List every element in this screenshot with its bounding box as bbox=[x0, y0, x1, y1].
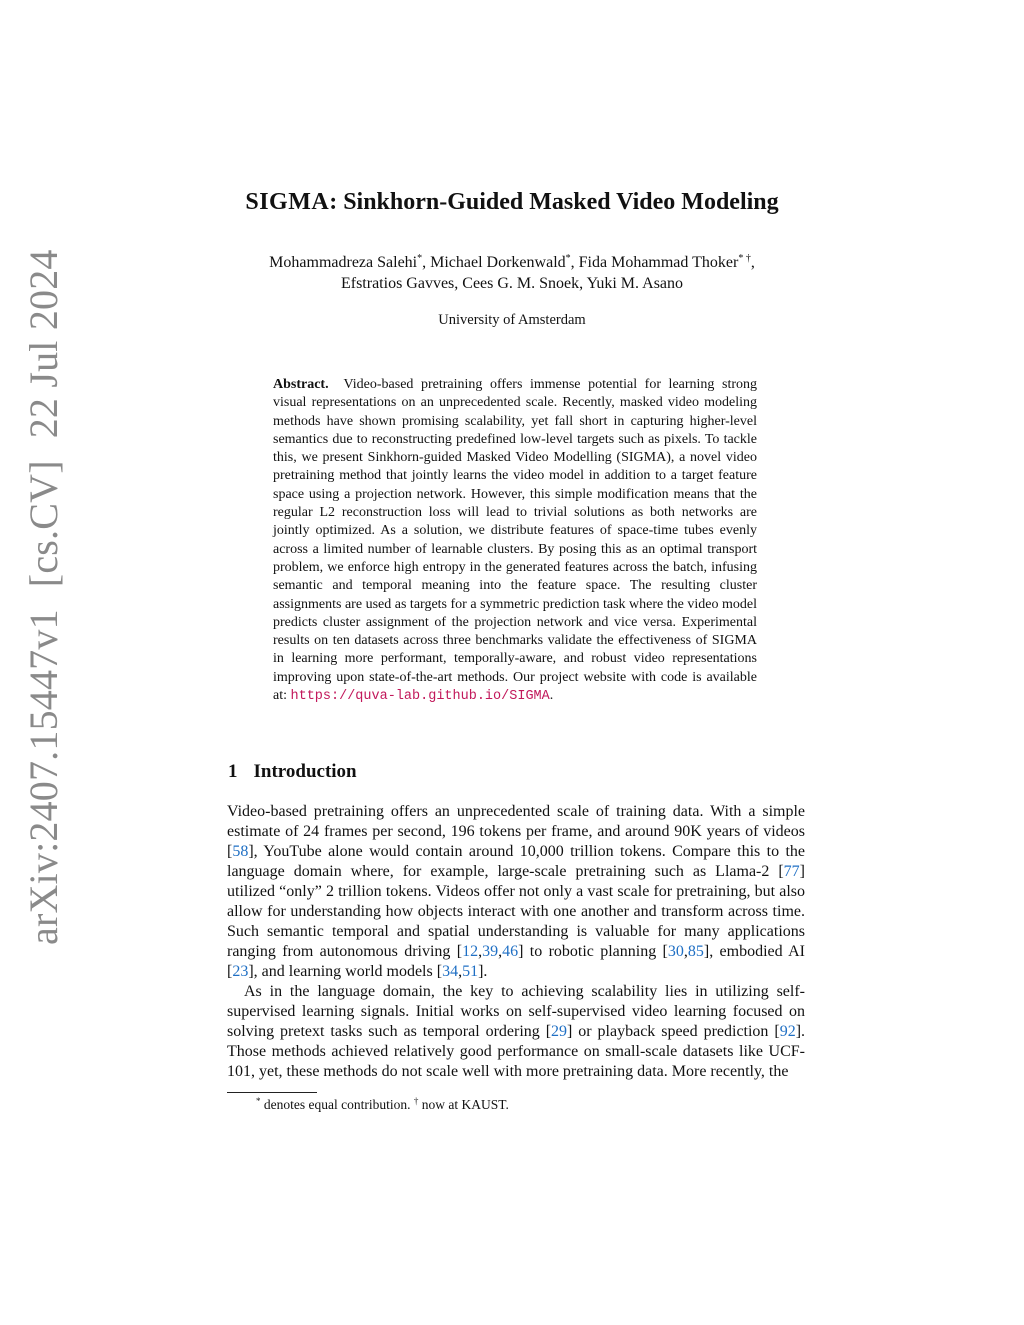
citation-link[interactable]: 39 bbox=[482, 943, 499, 960]
arxiv-id: arXiv:2407.15447v1 bbox=[21, 609, 66, 945]
project-website-link[interactable]: https://quva-lab.github.io/SIGMA bbox=[290, 689, 550, 705]
citation-link[interactable]: 29 bbox=[551, 1023, 568, 1040]
introduction-body bbox=[227, 802, 805, 1082]
section-number: 1 bbox=[228, 761, 238, 782]
method-acronym: SIGMA bbox=[621, 450, 667, 466]
title-acronym: SIGMA bbox=[245, 189, 330, 215]
arxiv-category: [cs.CV] bbox=[21, 460, 66, 588]
arxiv-date: 22 Jul 2024 bbox=[21, 249, 66, 439]
citation-link[interactable]: 12 bbox=[462, 943, 479, 960]
author-name: Mohammadreza Salehi bbox=[269, 254, 418, 271]
footnote: * denotes equal contribution. † now at KAUST. bbox=[256, 1096, 509, 1112]
equal-contribution-mark: * bbox=[565, 253, 571, 264]
equal-contribution-mark: * bbox=[417, 253, 423, 264]
paragraph: As in the language domain, the key to achieving scalability lies in utilizing self-supervised learning signals. Initial works on self-supervised video learning focused on solving pretext tasks such as temporal ordering [29] or playback speed prediction [92]. Those methods achieved relatively good performance on small-scale datasets like UCF-101, yet, these methods do not scale well with more pretraining data. More recently, the bbox=[227, 983, 806, 1080]
affiliation: University of Amsterdam bbox=[438, 312, 586, 328]
author-line-1: Mohammadreza Salehi*, Michael Dorkenwald*, Fida Mohammad Thoker* †, bbox=[269, 253, 755, 271]
method-acronym: SIGMA bbox=[711, 633, 757, 649]
citation-link[interactable]: 34 bbox=[442, 963, 459, 980]
footnote-divider bbox=[227, 1092, 317, 1093]
citation-link[interactable]: 30 bbox=[667, 943, 684, 960]
section-title: Introduction bbox=[253, 761, 357, 782]
paragraph: Video-based pretraining offers an unprecedented scale of training data. With a simple estimate of 24 frames per second, 196 tokens per frame, and around 90K years of videos [58], YouTube alone would contain around 10,000 trillion tokens. Compare this to the language domain where, for example, large-scale pretraining such as Llama-2 [77] utilized “only” 2 trillion tokens. Videos offer not only a vast scale for pretraining, but also allow for understanding how objects interact with one another and transform across time. Such semantic temporal and spatial understanding is valuable for many applications ranging from autonomous driving [12,39,46] to robotic planning [30,85], embodied AI [23], and learning world models [34,51]. bbox=[227, 803, 805, 980]
title-text: : Sinkhorn-Guided Masked Video Modeling bbox=[329, 189, 779, 215]
citation-link[interactable]: 46 bbox=[502, 943, 519, 960]
citation-link[interactable]: 23 bbox=[232, 963, 249, 980]
citation-link[interactable]: 92 bbox=[779, 1023, 796, 1040]
citation-link[interactable]: 58 bbox=[232, 843, 249, 860]
dagger-mark: † bbox=[413, 1096, 419, 1106]
section-heading-introduction bbox=[228, 759, 357, 785]
equal-contribution-dagger-mark: * † bbox=[738, 253, 751, 264]
citation-link[interactable]: 85 bbox=[687, 943, 704, 960]
arxiv-identifier-stamp bbox=[20, 249, 68, 945]
abstract: Abstract. Video-based pretraining offers immense potential for learning strong visual representations on an unprecedented scale. Recently, masked video modeling methods have shown promising scalability, yet fall short in capturing higher-level semantics due to reconstructing predefined low-level targets such as pixels. To tackle this, we present Sinkhorn-guided Masked Video Modelling (SIGMA), a novel video pretraining method that jointly learns the video model in addition to a target feature space using a projection network. However, this simple modification means that the regular L2 reconstruction loss will lead to trivial solutions as both networks are jointly optimized. As a solution, we distribute features of space-time tubes evenly across a limited number of learnable clusters. By posing this as an optimal transport problem, we enforce high entropy in the generated features across the batch, infusing semantic and temporal meaning into the feature space. The resulting cluster assignments are used as targets for a symmetric prediction task where the video model predicts cluster assignment of the projection network and vice versa. Experimental results on ten datasets across three benchmarks validate the effectiveness of SIGMA in learning more performant, temporally-aware, and robust video representations improving upon state-of-the-art methods. Our project website with code is available at: https://quva-lab.github.io/SIGMA. bbox=[273, 377, 758, 705]
abstract-label: Abstract. bbox=[273, 377, 329, 392]
citation-link[interactable]: 51 bbox=[462, 963, 479, 980]
author-name: Fida Mohammad Thoker bbox=[578, 254, 739, 271]
citation-link[interactable]: 77 bbox=[783, 863, 800, 880]
author-line-2: Efstratios Gavves, Cees G. M. Snoek, Yuki M. Asano bbox=[340, 275, 684, 292]
equal-contribution-mark: * bbox=[256, 1096, 261, 1106]
paper-title bbox=[0, 186, 1024, 218]
author-name: Michael Dorkenwald bbox=[430, 254, 566, 271]
author-list bbox=[0, 252, 1024, 294]
